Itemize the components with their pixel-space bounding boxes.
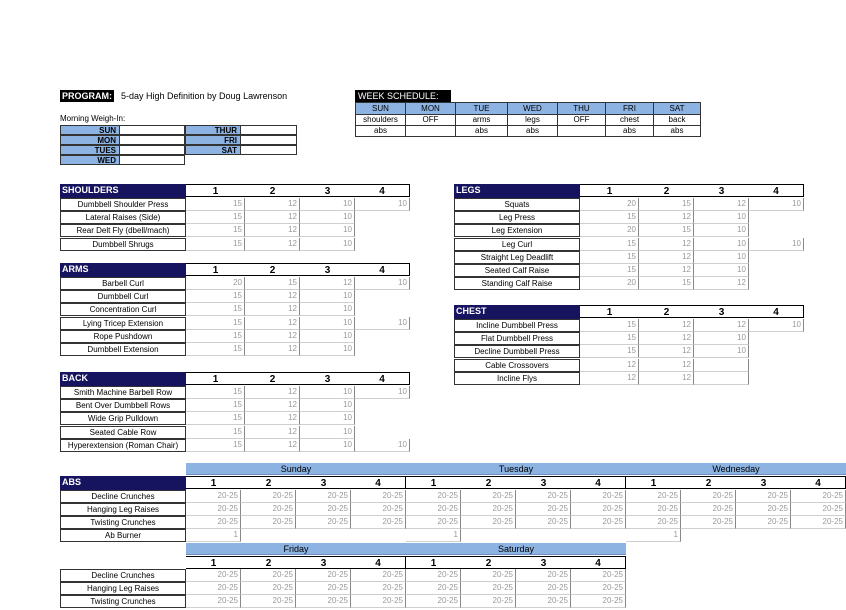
rep-value[interactable]: 10 [694, 332, 749, 345]
abs-rep-value[interactable]: 20-25 [736, 490, 791, 503]
rep-value[interactable]: 15 [186, 343, 245, 356]
set-header-2: 2 [245, 184, 300, 197]
program-label: PROGRAM: [62, 91, 112, 101]
abs-exercise-name: Ab Burner [60, 529, 186, 542]
abs-rep-value[interactable]: 20-25 [791, 516, 846, 529]
abs-burner-value[interactable]: 1 [186, 529, 241, 542]
abs-rep-value[interactable]: 20-25 [296, 516, 351, 529]
rep-value[interactable]: 10 [694, 264, 749, 277]
rep-value[interactable]: 15 [186, 198, 245, 211]
exercise-name: Smith Machine Barbell Row [60, 386, 186, 399]
rep-value[interactable]: 15 [186, 426, 245, 439]
set-header-1: 1 [186, 372, 245, 385]
back-title: BACK [60, 372, 186, 386]
set-header-4: 4 [571, 476, 626, 489]
week-plan-fri: chest [605, 114, 653, 126]
rep-value[interactable] [694, 372, 749, 385]
abs-exercise-name: Twisting Crunches [60, 516, 186, 529]
exercise-name: Lying Tricep Extension [60, 317, 186, 330]
abs-rep-value[interactable]: 20-25 [461, 503, 516, 516]
week-plan-wed: legs [507, 114, 557, 126]
week-day-tue: TUE [455, 102, 507, 115]
weigh-in-value[interactable] [120, 125, 185, 135]
rep-value[interactable]: 10 [300, 238, 355, 251]
abs-rep-value[interactable]: 20-25 [186, 595, 241, 608]
abs-rep-value[interactable]: 20-25 [571, 516, 626, 529]
exercise-name: Straight Leg Deadlift [454, 251, 580, 264]
rep-value[interactable]: 12 [245, 238, 300, 251]
legs-title: LEGS [454, 184, 580, 198]
exercise-name: Decline Dumbbell Press [454, 345, 580, 358]
rep-value[interactable]: 12 [639, 251, 694, 264]
week-plan-sun: shoulders [355, 114, 405, 126]
abs-rep-value[interactable]: 20-25 [406, 490, 461, 503]
week-day-sun: SUN [355, 102, 405, 115]
chest-title: CHEST [454, 305, 580, 319]
exercise-name: Seated Calf Raise [454, 264, 580, 277]
exercise-name: Leg Extension [454, 224, 580, 237]
week-day-mon: MON [405, 102, 455, 115]
abs-rep-value[interactable]: 20-25 [681, 490, 736, 503]
rep-value[interactable]: 10 [300, 303, 355, 316]
abs-day-friday: Friday [186, 543, 406, 555]
rep-value[interactable]: 10 [300, 426, 355, 439]
week-abs-thu [557, 125, 605, 137]
abs-rep-value[interactable]: 20-25 [296, 503, 351, 516]
abs-day-tuesday: Tuesday [406, 463, 626, 475]
rep-value[interactable]: 12 [639, 238, 694, 251]
rep-value[interactable]: 15 [580, 211, 639, 224]
weigh-in-value[interactable] [241, 125, 297, 135]
rep-value[interactable]: 15 [580, 345, 639, 358]
abs-rep-value[interactable]: 20-25 [296, 595, 351, 608]
rep-value[interactable]: 12 [580, 359, 639, 372]
exercise-name: Seated Cable Row [60, 426, 186, 439]
rep-value[interactable]: 12 [300, 277, 355, 290]
rep-value[interactable]: 12 [694, 198, 749, 211]
exercise-name: Wide Grip Pulldown [60, 412, 186, 425]
exercise-name: Squats [454, 198, 580, 211]
set-header-3: 3 [296, 476, 351, 489]
rep-value[interactable]: 12 [245, 198, 300, 211]
abs-rep-value[interactable]: 20-25 [516, 490, 571, 503]
set-header-4: 4 [749, 184, 804, 197]
set-header-3: 3 [300, 184, 355, 197]
set-header-4: 4 [355, 263, 410, 276]
exercise-name: Leg Press [454, 211, 580, 224]
abs-rep-value[interactable]: 20-25 [571, 569, 626, 582]
set-header-1: 1 [580, 184, 639, 197]
rep-value[interactable]: 12 [245, 224, 300, 237]
set-header-4: 4 [355, 184, 410, 197]
abs-rep-value[interactable]: 20-25 [626, 490, 681, 503]
week-abs-sun: abs [355, 125, 405, 137]
rep-value[interactable]: 15 [580, 238, 639, 251]
abs-rep-value[interactable]: 20-25 [571, 503, 626, 516]
abs-rep-value[interactable]: 20-25 [461, 490, 516, 503]
rep-value[interactable]: 15 [186, 290, 245, 303]
set-header-1: 1 [406, 476, 461, 489]
week-abs-sat: abs [653, 125, 701, 137]
set-header-2: 2 [681, 476, 736, 489]
week-day-thu: THU [557, 102, 605, 115]
abs-rep-value[interactable]: 20-25 [516, 503, 571, 516]
abs-rep-value[interactable]: 20-25 [351, 490, 406, 503]
weigh-in-day-wed: WED [60, 155, 120, 165]
set-header-3: 3 [694, 305, 749, 318]
rep-value[interactable]: 12 [245, 412, 300, 425]
week-day-wed: WED [507, 102, 557, 115]
abs-burner-value[interactable]: 1 [626, 529, 681, 542]
abs-rep-value[interactable]: 20-25 [241, 569, 296, 582]
rep-value[interactable]: 10 [300, 290, 355, 303]
rep-value[interactable]: 10 [694, 238, 749, 251]
set-header-2: 2 [639, 184, 694, 197]
exercise-name: Leg Curl [454, 238, 580, 251]
rep-value[interactable]: 15 [580, 319, 639, 332]
abs-rep-value[interactable]: 20-25 [791, 490, 846, 503]
exercise-name: Dumbbell Shrugs [60, 238, 186, 251]
rep-value[interactable]: 12 [639, 211, 694, 224]
rep-value[interactable]: 10 [300, 399, 355, 412]
abs-day-wednesday: Wednesday [626, 463, 846, 475]
week-day-sat: SAT [653, 102, 701, 115]
weigh-in-day-mon: MON [60, 135, 120, 145]
exercise-name: Barbell Curl [60, 277, 186, 290]
rep-value[interactable]: 10 [300, 330, 355, 343]
rep-value[interactable]: 12 [245, 303, 300, 316]
abs-exercise-name: Decline Crunches [60, 569, 186, 582]
rep-value[interactable]: 12 [639, 332, 694, 345]
rep-value[interactable]: 12 [245, 290, 300, 303]
rep-value[interactable]: 10 [300, 211, 355, 224]
set-header-3: 3 [300, 372, 355, 385]
rep-value[interactable]: 15 [639, 224, 694, 237]
abs-rep-value[interactable]: 20-25 [186, 516, 241, 529]
rep-value[interactable]: 10 [355, 317, 410, 330]
abs-rep-value[interactable]: 20-25 [516, 595, 571, 608]
weigh-in-day-thur: THUR [185, 125, 241, 135]
abs-exercise-name: Hanging Leg Raises [60, 503, 186, 516]
rep-value[interactable]: 20 [186, 277, 245, 290]
rep-value[interactable]: 12 [245, 330, 300, 343]
exercise-name: Cable Crossovers [454, 359, 580, 372]
week-abs-fri: abs [605, 125, 653, 137]
abs-rep-value[interactable]: 20-25 [296, 490, 351, 503]
abs-rep-value[interactable]: 20-25 [186, 503, 241, 516]
rep-value[interactable]: 12 [639, 264, 694, 277]
week-abs-mon [405, 125, 455, 137]
abs-rep-value[interactable]: 20-25 [516, 582, 571, 595]
exercise-name: Bent Over Dumbbell Rows [60, 399, 186, 412]
rep-value[interactable]: 12 [245, 426, 300, 439]
set-header-3: 3 [516, 476, 571, 489]
set-header-2: 2 [639, 305, 694, 318]
abs-rep-value[interactable]: 20-25 [241, 582, 296, 595]
week-plan-thu: OFF [557, 114, 605, 126]
weigh-in-value[interactable] [241, 135, 297, 145]
rep-value[interactable]: 20 [580, 198, 639, 211]
rep-value[interactable]: 12 [694, 319, 749, 332]
program-name: 5-day High Definition by Doug Lawrenson [121, 91, 288, 101]
rep-value[interactable]: 12 [245, 317, 300, 330]
weigh-in-day-sun: SUN [60, 125, 120, 135]
rep-value[interactable]: 10 [355, 277, 410, 290]
rep-value[interactable]: 12 [245, 399, 300, 412]
rep-value[interactable]: 12 [639, 372, 694, 385]
abs-rep-value[interactable]: 20-25 [461, 595, 516, 608]
rep-value[interactable]: 15 [580, 251, 639, 264]
abs-rep-value[interactable]: 20-25 [626, 503, 681, 516]
abs-burner-value[interactable]: 1 [406, 529, 461, 542]
rep-value[interactable]: 12 [639, 345, 694, 358]
abs-rep-value[interactable]: 20-25 [461, 569, 516, 582]
rep-value[interactable]: 10 [355, 386, 410, 399]
arms-title: ARMS [60, 263, 186, 277]
set-header-2: 2 [461, 476, 516, 489]
abs-day-sunday: Sunday [186, 463, 406, 475]
exercise-name: Dumbbell Curl [60, 290, 186, 303]
set-header-3: 3 [736, 476, 791, 489]
abs-rep-value[interactable]: 20-25 [241, 490, 296, 503]
set-header-4: 4 [749, 305, 804, 318]
exercise-name: Flat Dumbbell Press [454, 332, 580, 345]
rep-value[interactable]: 15 [186, 386, 245, 399]
set-header-3: 3 [300, 263, 355, 276]
rep-value[interactable]: 10 [300, 343, 355, 356]
rep-value[interactable]: 12 [245, 439, 300, 452]
rep-value[interactable]: 15 [186, 317, 245, 330]
rep-value[interactable]: 10 [694, 251, 749, 264]
set-header-1: 1 [406, 556, 461, 569]
rep-value[interactable]: 10 [355, 439, 410, 452]
week-plan-tue: arms [455, 114, 507, 126]
rep-value[interactable]: 15 [186, 399, 245, 412]
abs-rep-value[interactable]: 20-25 [571, 582, 626, 595]
rep-value[interactable]: 15 [186, 330, 245, 343]
weigh-in-day-fri: FRI [185, 135, 241, 145]
weigh-in-day-sat: SAT [185, 145, 241, 155]
exercise-name: Incline Flys [454, 372, 580, 385]
rep-value[interactable]: 10 [300, 224, 355, 237]
abs-rep-value[interactable]: 20-25 [516, 569, 571, 582]
set-header-4: 4 [571, 556, 626, 569]
week-schedule-title: WEEK SCHEDULE: [355, 90, 451, 102]
abs-rep-value[interactable]: 20-25 [791, 503, 846, 516]
rep-value[interactable]: 10 [300, 386, 355, 399]
set-header-4: 4 [351, 476, 406, 489]
abs-rep-value[interactable]: 20-25 [186, 490, 241, 503]
abs-rep-value[interactable]: 20-25 [736, 516, 791, 529]
rep-value[interactable]: 15 [186, 224, 245, 237]
exercise-name: Concentration Curl [60, 303, 186, 316]
rep-value[interactable]: 15 [186, 439, 245, 452]
rep-value[interactable]: 15 [186, 211, 245, 224]
abs-rep-value[interactable]: 20-25 [351, 582, 406, 595]
rep-value[interactable]: 10 [300, 198, 355, 211]
exercise-name: Rope Pushdown [60, 330, 186, 343]
rep-value[interactable]: 15 [580, 332, 639, 345]
abs-rep-value[interactable]: 20-25 [406, 516, 461, 529]
rep-value[interactable]: 10 [749, 319, 804, 332]
weigh-in-day-tues: TUES [60, 145, 120, 155]
weigh-in-value[interactable] [120, 145, 185, 155]
abs-rep-value[interactable]: 20-25 [296, 569, 351, 582]
weigh-in-value[interactable] [241, 145, 297, 155]
set-header-3: 3 [694, 184, 749, 197]
set-header-1: 1 [186, 476, 241, 489]
abs-rep-value[interactable]: 20-25 [571, 490, 626, 503]
set-header-1: 1 [626, 476, 681, 489]
set-header-2: 2 [245, 372, 300, 385]
abs-rep-value[interactable]: 20-25 [626, 516, 681, 529]
rep-value[interactable]: 15 [245, 277, 300, 290]
set-header-1: 1 [186, 263, 245, 276]
rep-value[interactable]: 10 [694, 224, 749, 237]
abs-day-saturday: Saturday [406, 543, 626, 555]
rep-value[interactable]: 15 [639, 198, 694, 211]
rep-value[interactable]: 12 [639, 359, 694, 372]
abs-rep-value[interactable]: 20-25 [351, 503, 406, 516]
exercise-name: Hyperextension (Roman Chair) [60, 439, 186, 452]
week-abs-wed: abs [507, 125, 557, 137]
rep-value[interactable]: 15 [186, 412, 245, 425]
exercise-name: Rear Delt Fly (dbell/mach) [60, 224, 186, 237]
set-header-2: 2 [241, 476, 296, 489]
rep-value[interactable]: 15 [186, 303, 245, 316]
rep-value[interactable]: 12 [694, 277, 749, 290]
weigh-in-value[interactable] [120, 135, 185, 145]
abs-rep-value[interactable]: 20-25 [296, 582, 351, 595]
set-header-4: 4 [791, 476, 846, 489]
rep-value[interactable]: 10 [749, 238, 804, 251]
set-header-2: 2 [241, 556, 296, 569]
weigh-in-value[interactable] [120, 155, 185, 165]
rep-value[interactable]: 10 [300, 439, 355, 452]
rep-value[interactable]: 10 [355, 198, 410, 211]
set-header-4: 4 [355, 372, 410, 385]
set-header-1: 1 [186, 184, 245, 197]
abs-rep-value[interactable]: 20-25 [681, 516, 736, 529]
shoulders-title: SHOULDERS [60, 184, 186, 198]
set-header-2: 2 [461, 556, 516, 569]
rep-value[interactable]: 12 [580, 372, 639, 385]
exercise-name: Dumbbell Extension [60, 343, 186, 356]
abs-rep-value[interactable]: 20-25 [406, 569, 461, 582]
rep-value[interactable]: 12 [245, 343, 300, 356]
rep-value[interactable]: 10 [694, 211, 749, 224]
week-plan-sat: back [653, 114, 701, 126]
abs-rep-value[interactable]: 20-25 [241, 595, 296, 608]
exercise-name: Dumbbell Shoulder Press [60, 198, 186, 211]
abs-rep-value[interactable]: 20-25 [736, 503, 791, 516]
rep-value[interactable]: 20 [580, 224, 639, 237]
rep-value[interactable]: 12 [639, 319, 694, 332]
rep-value[interactable]: 10 [749, 198, 804, 211]
week-plan-mon: OFF [405, 114, 455, 126]
rep-value[interactable]: 10 [694, 345, 749, 358]
abs-rep-value[interactable]: 20-25 [351, 516, 406, 529]
abs-rep-value[interactable]: 20-25 [241, 503, 296, 516]
rep-value[interactable]: 15 [580, 264, 639, 277]
abs-rep-value[interactable]: 20-25 [351, 569, 406, 582]
rep-value[interactable]: 15 [639, 277, 694, 290]
set-header-4: 4 [351, 556, 406, 569]
abs-rep-value[interactable]: 20-25 [186, 582, 241, 595]
abs-rep-value[interactable]: 20-25 [516, 516, 571, 529]
weigh-in-label: Morning Weigh-In: [60, 114, 126, 123]
abs-exercise-name: Hanging Leg Raises [60, 582, 186, 595]
exercise-name: Incline Dumbbell Press [454, 319, 580, 332]
rep-value[interactable] [694, 359, 749, 372]
set-header-3: 3 [516, 556, 571, 569]
abs-rep-value[interactable]: 20-25 [241, 516, 296, 529]
exercise-name: Standing Calf Raise [454, 277, 580, 290]
exercise-name: Lateral Raises (Side) [60, 211, 186, 224]
abs-rep-value[interactable]: 20-25 [571, 595, 626, 608]
rep-value[interactable]: 12 [245, 386, 300, 399]
week-abs-tue: abs [455, 125, 507, 137]
week-day-fri: FRI [605, 102, 653, 115]
abs-exercise-name: Twisting Crunches [60, 595, 186, 608]
set-header-3: 3 [296, 556, 351, 569]
abs-rep-value[interactable]: 20-25 [406, 595, 461, 608]
rep-value[interactable]: 10 [300, 412, 355, 425]
set-header-1: 1 [580, 305, 639, 318]
abs-title: ABS [60, 476, 186, 490]
rep-value[interactable]: 12 [245, 211, 300, 224]
rep-value[interactable]: 10 [300, 317, 355, 330]
abs-rep-value[interactable]: 20-25 [461, 582, 516, 595]
rep-value[interactable]: 20 [580, 277, 639, 290]
rep-value[interactable]: 15 [186, 238, 245, 251]
abs-exercise-name: Decline Crunches [60, 490, 186, 503]
abs-rep-value[interactable]: 20-25 [461, 516, 516, 529]
abs-rep-value[interactable]: 20-25 [186, 569, 241, 582]
set-header-2: 2 [245, 263, 300, 276]
abs-rep-value[interactable]: 20-25 [681, 503, 736, 516]
abs-rep-value[interactable]: 20-25 [406, 503, 461, 516]
abs-rep-value[interactable]: 20-25 [406, 582, 461, 595]
abs-rep-value[interactable]: 20-25 [351, 595, 406, 608]
set-header-1: 1 [186, 556, 241, 569]
